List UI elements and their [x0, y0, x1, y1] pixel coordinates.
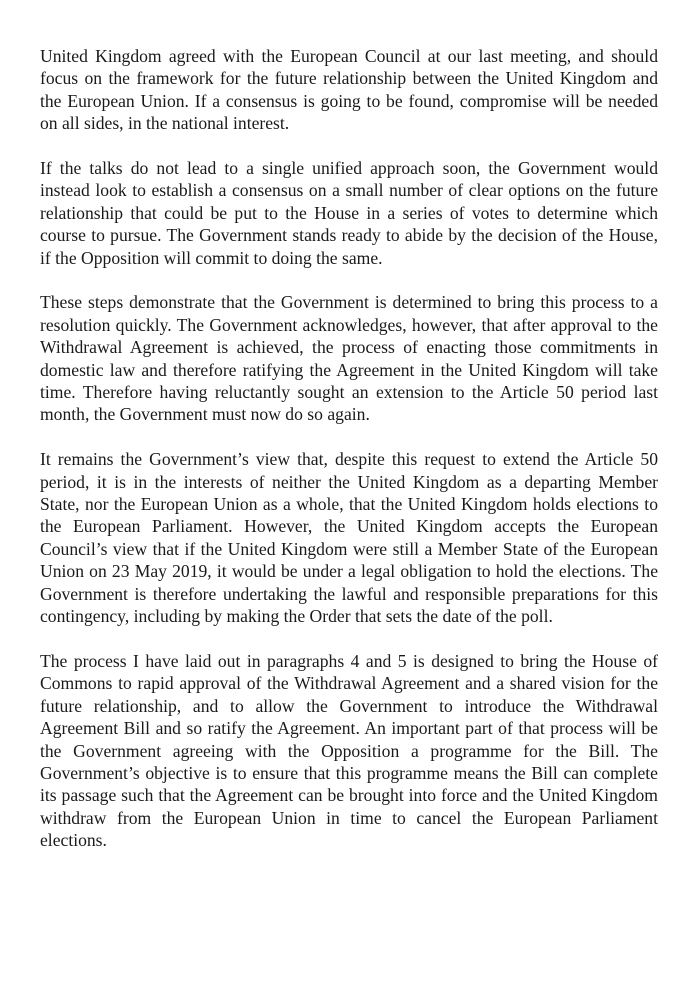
document-page — [40, 45, 658, 874]
paragraph-2-house-votes-options: If the talks do not lead to a single unified approach soon, the Government would instead look to establish a consensus on a small number of clear options on the future relationship that could be put to the House in a series of votes to determine which course to pursue. The Government stands ready to abide by the decision of the House, if the Opposition will commit to doing the same. — [40, 158, 658, 268]
paragraph-4-european-parliament-elections: It remains the Government’s view that, despite this request to extend the Article 50 period, it is in the interests of neither the United Kingdom as a departing Member State, nor the European Union as a whole, that the United Kingdom holds elections to the European Parliament. However, the United Kingdom accepts the European Council’s view that if the United Kingdom were still a Member State of the European Union on 23 May 2019, it would be under a legal obligation to hold the elections. The Government is therefore undertaking the lawful and responsible preparations for this contingency, including by making the Order that sets the date of the poll. — [40, 449, 658, 627]
paragraph-1-future-relationship-focus: United Kingdom agreed with the European Council at our last meeting, and should focus on the framework for the future relationship between the United Kingdom and the European Union. If a consensus is going to be found, compromise will be needed on all sides, in the national interest. — [40, 46, 658, 134]
paragraph-5-withdrawal-agreement-bill: The process I have laid out in paragraphs 4 and 5 is designed to bring the House of Commons to rapid approval of the Withdrawal Agreement and a shared vision for the future relationship, and to allow the Government to introduce the Withdrawal Agreement Bill and so ratify the Agreement. An important part of that process will be the Government agreeing with the Opposition a programme for the Bill. The Government’s objective is to ensure that this programme means the Bill can complete its passage such that the Agreement can be brought into force and the United Kingdom withdraw from the European Union in time to cancel the European Parliament elections. — [40, 650, 658, 851]
paragraph-3-extension-request: These steps demonstrate that the Government is determined to bring this process to a resolution quickly. The Government acknowledges, however, that after approval to the Withdrawal Agreement is achieved, the process of enacting those commitments in domestic law and therefore ratifying the Agreement in the United Kingdom will take time. Therefore having reluctantly sought an extension to the Article 50 period last month, the Government must now do so again. — [40, 292, 658, 425]
